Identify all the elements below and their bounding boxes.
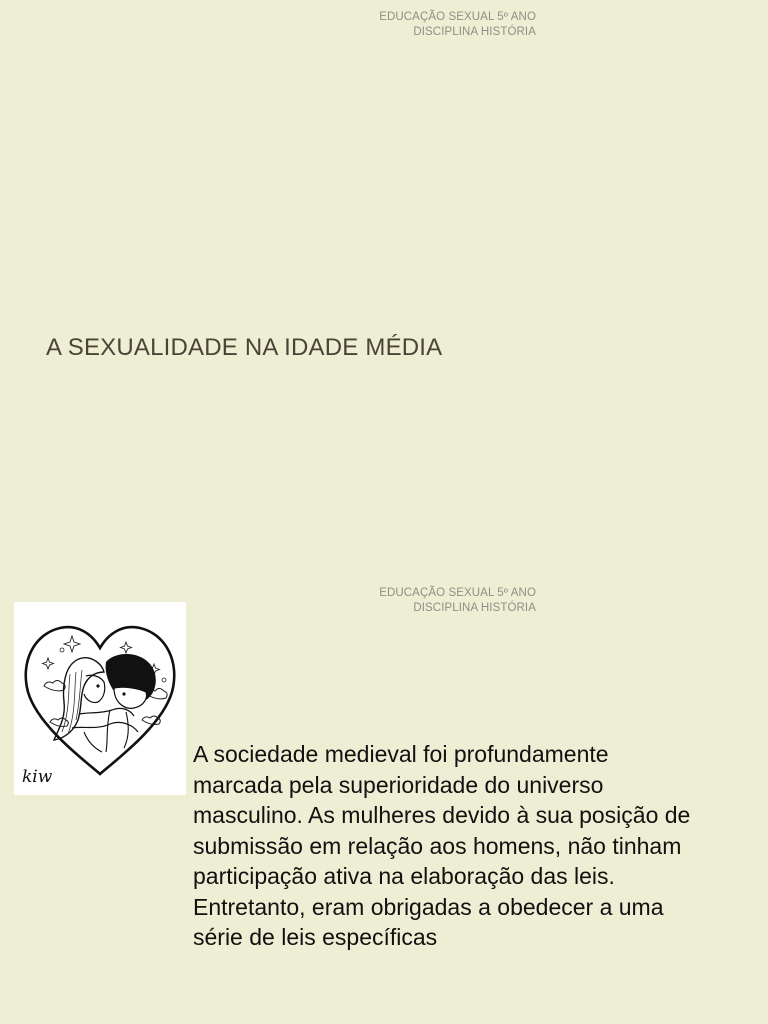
slide-header (379, 586, 536, 616)
page-title: A SEXUALIDADE NA IDADE MÉDIA (46, 334, 443, 361)
body-paragraph: A sociedade medieval foi profundamente marcada pela superioridade do universo masculino. As mulheres devido à sua posição de submissão em relação aos homens, não tinham participação ativa na elaboração das leis. Entretanto, eram obrigadas a obedecer a uma série de leis específicas (193, 741, 691, 950)
illustration-signature: kiw (22, 767, 53, 787)
header-course: EDUCAÇÃO SEXUAL 5º ANO (379, 11, 536, 23)
couple-heart-illustration (14, 602, 186, 795)
slide-content-page (0, 576, 768, 1024)
heart-drawing-icon (14, 602, 186, 795)
slide-header (379, 10, 536, 40)
header-discipline: DISCIPLINA HISTÓRIA (413, 26, 536, 38)
header-discipline: DISCIPLINA HISTÓRIA (413, 602, 536, 614)
header-course: EDUCAÇÃO SEXUAL 5º ANO (379, 587, 536, 599)
